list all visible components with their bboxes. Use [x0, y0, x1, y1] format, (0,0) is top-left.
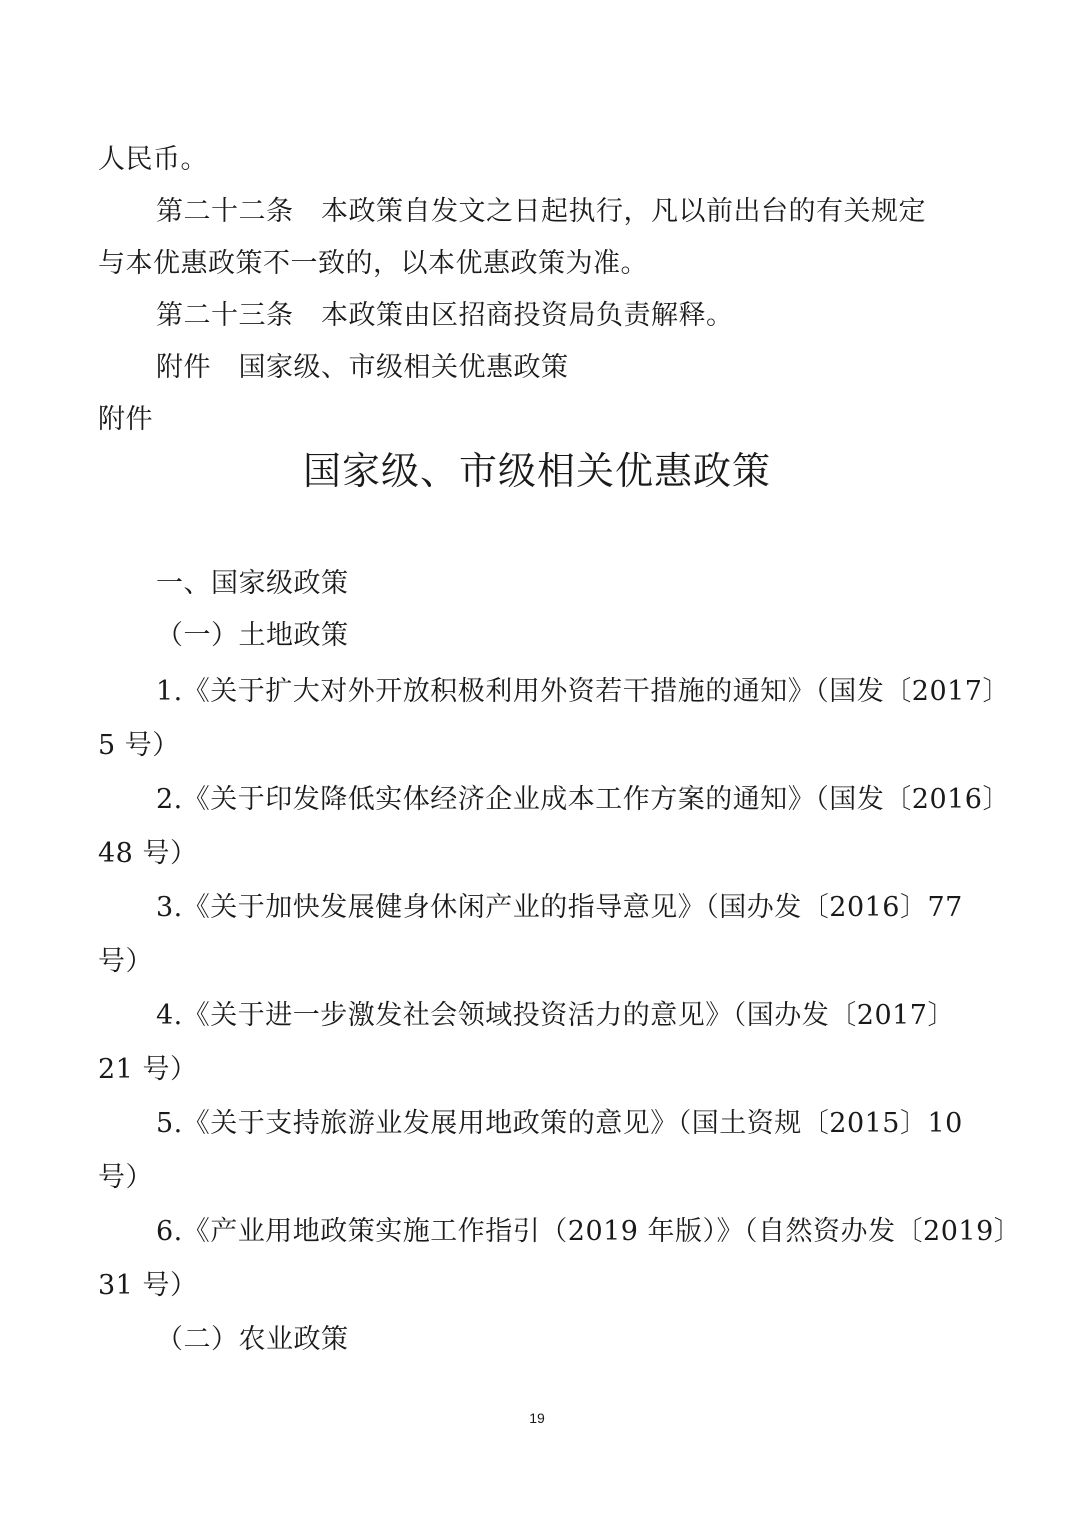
- page-number: 19: [529, 1410, 545, 1426]
- policy-item-1-line-1: 1.《关于扩大对外开放积极利用外资若干措施的通知》（国发〔2017〕: [156, 676, 1010, 707]
- policy-item-2-line-1: 2.《关于印发降低实体经济企业成本工作方案的通知》（国发〔2016〕: [156, 784, 1010, 815]
- attachment-title: 国家级、市级相关优惠政策: [302, 449, 771, 493]
- policy-item-2-line-2: 48 号）: [98, 838, 198, 869]
- policy-item-1-line-2: 5 号）: [98, 730, 180, 761]
- subsection-1-heading: （一）土地政策: [156, 620, 349, 651]
- policy-item-5-line-2: 号）: [98, 1162, 153, 1193]
- attachment-label: 附件: [98, 404, 153, 435]
- policy-item-4-line-1: 4.《关于进一步激发社会领域投资活力的意见》（国办发〔2017〕: [156, 1000, 955, 1031]
- policy-item-3-line-1: 3.《关于加快发展健身休闲产业的指导意见》（国办发〔2016〕77: [156, 892, 963, 923]
- policy-item-4-line-2: 21 号）: [98, 1054, 198, 1085]
- attachment-reference: 附件 国家级、市级相关优惠政策: [156, 352, 569, 383]
- preceding-tail-text: 人民币。: [98, 144, 208, 175]
- subsection-2-heading: （二）农业政策: [156, 1324, 349, 1355]
- policy-item-6-line-2: 31 号）: [98, 1270, 198, 1301]
- section-1-heading: 一、国家级政策: [156, 568, 349, 599]
- policy-item-6-line-1: 6.《产业用地政策实施工作指引（2019 年版）》（自然资办发〔2019〕: [156, 1216, 1022, 1247]
- policy-item-3-line-2: 号）: [98, 946, 153, 977]
- article-23: 第二十三条 本政策由区招商投资局负责解释。: [156, 300, 734, 331]
- article-22-line-1: 第二十二条 本政策自发文之日起执行，凡以前出台的有关规定: [156, 196, 926, 227]
- article-22-line-2: 与本优惠政策不一致的，以本优惠政策为准。: [98, 248, 648, 279]
- policy-item-5-line-1: 5.《关于支持旅游业发展用地政策的意见》（国土资规〔2015〕10: [156, 1108, 963, 1139]
